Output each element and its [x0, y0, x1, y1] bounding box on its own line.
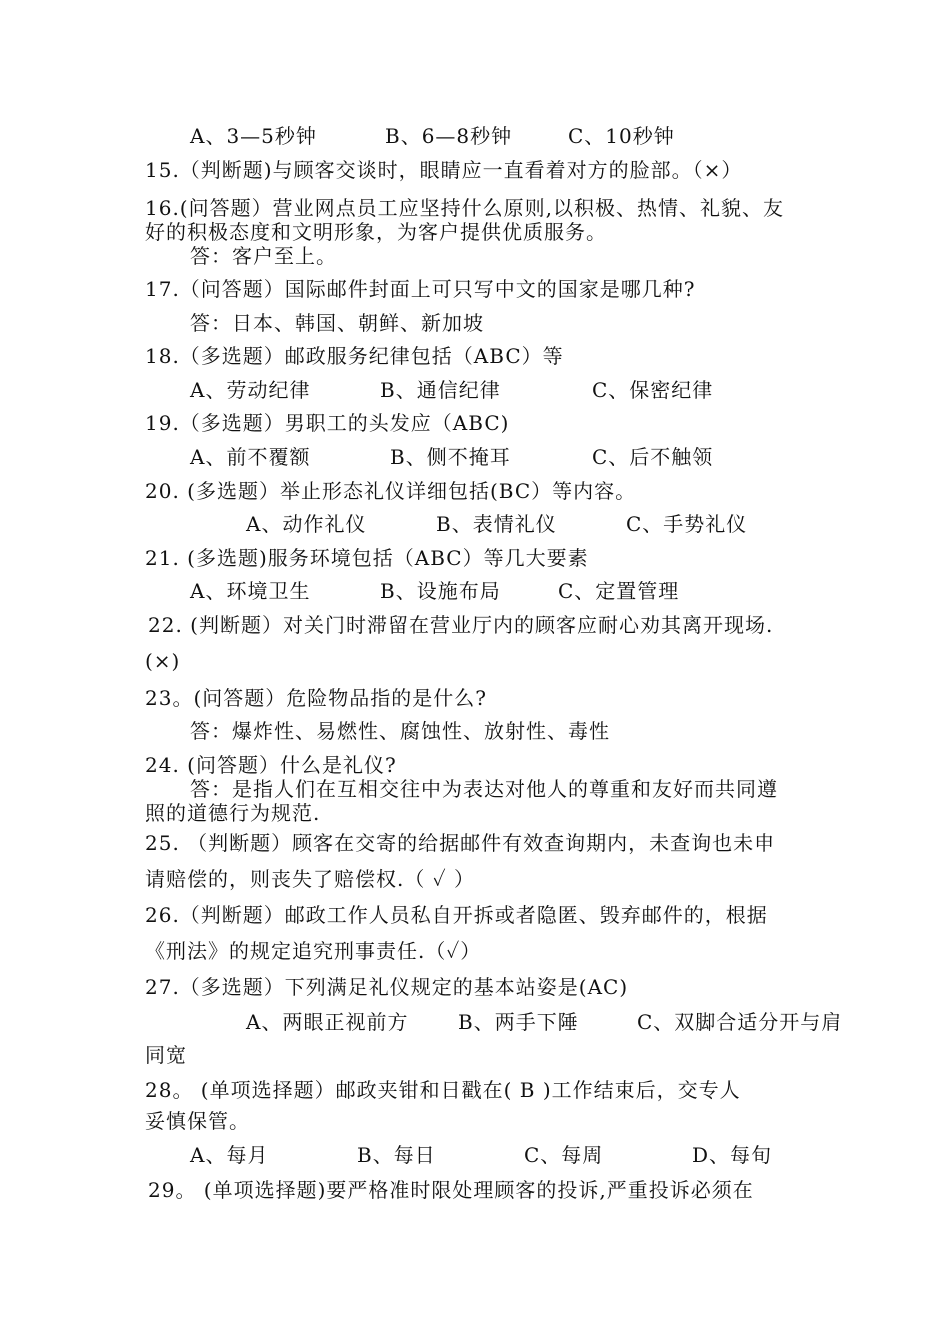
option-a: A、动作礼仪 — [246, 512, 367, 536]
option-b: B、通信纪律 — [380, 378, 501, 402]
option-c: C、后不触领 — [592, 445, 714, 469]
question-25-cont: 请赔偿的，则丧失了赔偿权.（ ✓ ） — [145, 867, 475, 891]
question-25: 25. （判断题）顾客在交寄的给据邮件有效查询期内，未查询也未申 — [145, 831, 776, 855]
question-29: 29。 (单项选择题)要严格准时限处理顾客的投诉,严重投诉必须在 — [148, 1178, 754, 1202]
answer-24: 答：是指人们在互相交往中为表达对他人的尊重和友好而共同遵 — [190, 777, 778, 801]
question-22-answer: (×) — [145, 649, 181, 673]
question-17: 17.（问答题）国际邮件封面上可只写中文的国家是哪几种? — [145, 277, 696, 301]
question-16: 16.(问答题）营业网点员工应坚持什么原则,以积极、热情、礼貌、友 — [145, 196, 784, 220]
question-26: 26.（判断题）邮政工作人员私自开拆或者隐匿、毁弃邮件的，根据 — [145, 903, 768, 927]
option-a: A、劳动纪律 — [190, 378, 311, 402]
option-c: C、每周 — [524, 1143, 604, 1167]
question-22: 22. (判断题）对关门时滞留在营业厅内的顾客应耐心劝其离开现场. — [148, 613, 774, 637]
option-c: C、定置管理 — [558, 579, 680, 603]
question-28: 28。 (单项选择题）邮政夹钳和日戳在( B )工作结束后，交专人 — [145, 1078, 741, 1102]
question-20: 20. (多选题）举止形态礼仪详细包括(BC）等内容。 — [145, 479, 637, 503]
question-19: 19.（多选题）男职工的头发应（ABC) — [145, 411, 510, 435]
option-c: C、手势礼仪 — [626, 512, 748, 536]
option-b: B、每日 — [357, 1143, 436, 1167]
answer-16: 答：客户至上。 — [190, 244, 337, 268]
option-b: B、表情礼仪 — [436, 512, 557, 536]
question-18: 18.（多选题）邮政服务纪律包括（ABC）等 — [145, 344, 564, 368]
question-26-cont: 《刑法》的规定追究刑事责任.（✓） — [145, 939, 482, 963]
option-a: A、前不覆额 — [190, 445, 311, 469]
question-23: 23。(问答题）危险物品指的是什么? — [145, 686, 487, 710]
question-21: 21. (多选题)服务环境包括（ABC）等几大要素 — [145, 546, 589, 570]
option-b: B、设施布局 — [380, 579, 501, 603]
option-c: C、10秒钟 — [568, 124, 675, 148]
question-27: 27.（多选题）下列满足礼仪规定的基本站姿是(AC) — [145, 975, 629, 999]
option-a: A、每月 — [190, 1143, 269, 1167]
option-b: B、两手下陲 — [458, 1010, 579, 1034]
option-b: B、侧不掩耳 — [390, 445, 511, 469]
option-c: C、双脚合适分开与肩 — [637, 1010, 843, 1034]
answer-23: 答：爆炸性、易燃性、腐蚀性、放射性、毒性 — [190, 719, 610, 743]
option-a: A、两眼正视前方 — [246, 1010, 409, 1034]
question-27-cont: 同宽 — [145, 1043, 187, 1067]
answer-17: 答：日本、韩国、朝鲜、新加坡 — [190, 311, 484, 335]
question-16-cont: 好的积极态度和文明形象，为客户提供优质服务。 — [145, 220, 607, 244]
question-15: 15.（判断题)与顾客交谈时，眼睛应一直看着对方的脸部。（×） — [145, 158, 743, 182]
answer-24-cont: 照的道德行为规范. — [145, 801, 321, 825]
option-a: A、3—5秒钟 — [190, 124, 317, 148]
option-a: A、环境卫生 — [190, 579, 311, 603]
option-c: C、保密纪律 — [592, 378, 714, 402]
option-d: D、每旬 — [692, 1143, 773, 1167]
option-b: B、6—8秒钟 — [385, 124, 513, 148]
question-28-cont: 妥慎保管。 — [145, 1109, 250, 1133]
question-24: 24. (问答题）什么是礼仪? — [145, 753, 397, 777]
